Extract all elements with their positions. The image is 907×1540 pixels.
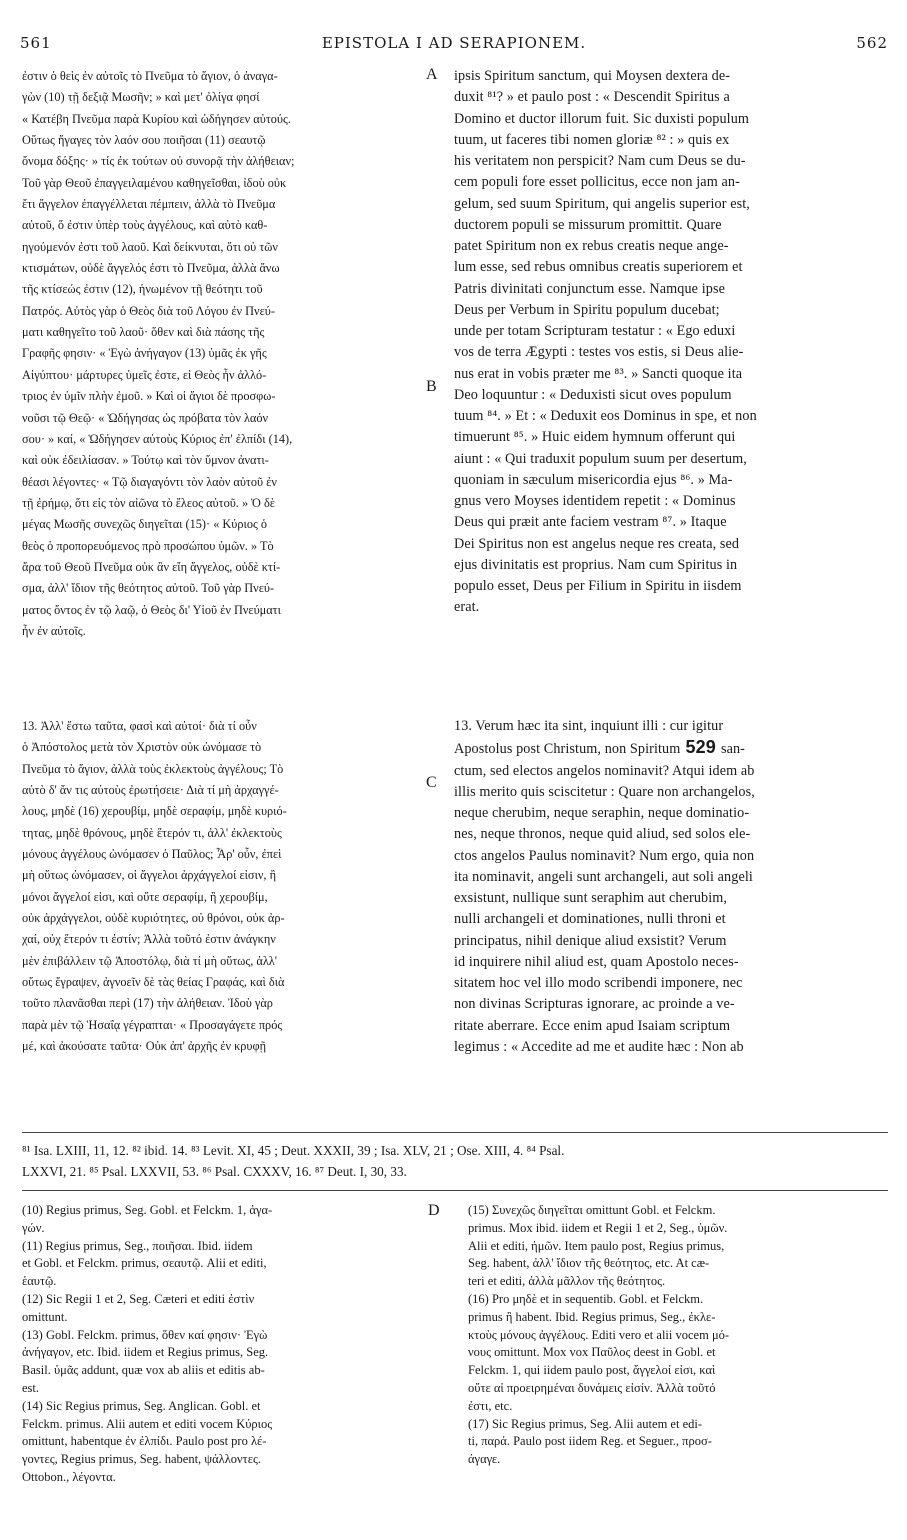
greek-text-line: Αἰγύπτου· μάρτυρες ὑμεῖς ἐστε, εἰ Θεὸς ἦν ἀλλό- <box>22 367 267 382</box>
greek-text-line: Τοῦ γὰρ Θεοῦ ἐπαγγειλαμένου καθηγεῖσθαι, ἰδοὺ οὐκ <box>22 175 287 190</box>
note-line: omittunt, habentque ἐν ἐλπίδι. Paulo post pro λέ- <box>22 1434 267 1449</box>
note-line: (10) Regius primus, Seg. Gobl. et Felckm. 1, ἀγα- <box>22 1203 273 1217</box>
reference-line: LXXVI, 21. ⁸⁵ Psal. LXXVII, 53. ⁸⁶ Psal. CXXXV, 16. ⁸⁷ Deut. I, 30, 33. <box>22 1164 407 1179</box>
greek-text-line: θέασι λέγοντες· « Τῷ διαγαγόντι τὸν λαὸν αὐτοῦ ἐν <box>22 474 277 489</box>
latin-text-line: Domino et ductor illorum fuit. Sic duxisti populum <box>454 110 750 127</box>
greek-text-line: Πατρός. Αὐτὸς γὰρ ὁ Θεὸς διὰ τοῦ Λόγου ἐν Πνεύ- <box>22 303 275 318</box>
greek-text-line: ἄρα τοῦ Θεοῦ Πνεῦμα οὐκ ἂν εἴη ἄγγελος, οὐδὲ κτί- <box>22 559 281 574</box>
critical-notes-left <box>22 1202 432 1487</box>
migne-page-number: 529 <box>680 737 721 758</box>
note-line: omittunt. <box>22 1309 68 1324</box>
note-line: (12) Sic Regii 1 et 2, Seg. Cæteri et editi ἐστὶν <box>22 1291 255 1306</box>
note-line: (11) Regius primus, Seg., ποιῆσαι. Ibid. iidem <box>22 1238 253 1253</box>
margin-letter-b: B <box>426 378 437 395</box>
latin-line-tail: san- <box>720 741 745 758</box>
latin-text-line: gnus vero Moyses identidem repetit : « Dominus <box>454 493 736 509</box>
latin-text-line: tuum, ut faceres tibi nomen gloriæ ⁸² : » quis ex <box>454 131 730 148</box>
greek-text-line: τριος ἐν ὑμῖν πλὴν ἐμοῦ. » Καὶ οἱ ἅγιοι δὲ προσφω- <box>22 389 276 404</box>
greek-text-line: αὐτοῦ, ὅ ἐστιν ὑπὲρ τοὺς ἀγγέλους, καὶ αὐτὸ καθ- <box>22 218 268 233</box>
note-line: νους omittunt. Mox vox Παῦλος deest in Gobl. et <box>468 1345 716 1360</box>
greek-text-line: Πνεῦμα τὸ ἅγιον, ἀλλὰ τοὺς ἐκλεκτοὺς ἀγγέλους; Τὸ <box>22 761 284 776</box>
greek-text-line: μὲν ἐπιβάλλειν τῷ Ἀποστόλῳ, διὰ τί μὴ οὕτως, ἀλλ' <box>22 953 277 968</box>
note-line: ἐστι, etc. <box>468 1398 513 1413</box>
latin-text-line: ritate aberrare. Ecce enim apud Isaiam scriptum <box>454 1017 731 1034</box>
latin-text-line: Deo loquuntur : « Deduxisti sicut oves populum <box>454 386 732 403</box>
greek-text-line: τῆς κτίσεώς ἐστιν (12), ἡνωμένον τῇ θεότητι τοῦ <box>22 282 263 297</box>
critical-notes-right <box>468 1202 888 1469</box>
greek-text-line: νοῦσι τῷ Θεῷ· « Ὡδήγησας ὡς πρόβατα τὸν λαόν <box>22 410 269 425</box>
latin-text-line: Apostolus post Christum, non Spiritum 529 san- <box>454 737 745 758</box>
greek-text-line: ἐστιν ὁ θεὶς ἐν αὐτοῖς τὸ Πνεῦμα τὸ ἅγιον, ὁ ἀναγα- <box>22 69 278 83</box>
latin-text-line: ctos angelos Paulus nominavit? Num ergo, quia non <box>454 847 755 864</box>
note-line: γών. <box>22 1220 45 1235</box>
latin-text-line: Deus qui præit ante faciem vestram ⁸⁷. » Itaque <box>454 514 727 531</box>
note-line: primus ἢ habent. Ibid. Regius primus, Seg., ἐκλε- <box>468 1309 716 1324</box>
latin-text-line: sitatem hoc vel illo modo scribendi imponere, nec <box>454 975 743 991</box>
latin-column-bottom <box>454 716 889 1058</box>
greek-text-line: παρὰ μὲν τῷ Ἡσαΐᾳ γέγραπται· « Προσαγάγετε πρός <box>22 1017 283 1032</box>
latin-text-line: vos de terra Ægypti : testes vos estis, si Deus alie- <box>454 344 744 361</box>
margin-letter-c: C <box>426 774 437 791</box>
greek-text-line: μόνους ἀγγέλους ὠνόμασεν ὁ Παῦλος; Ἆρ' οὖν, ἐπεὶ <box>22 847 282 862</box>
greek-text-line: ηγούμενόν ἐστι τοῦ λαοῦ. Καὶ δείκνυται, ὅτι οὐ τῶν <box>22 239 278 254</box>
note-line: (13) Gobl. Felckm. primus, ὅθεν καί φησιν· Ἐγὼ <box>22 1327 268 1342</box>
latin-text-line: patet Spiritum non ex rebus creatis neque ange- <box>454 238 729 254</box>
greek-text-line: καὶ οὐκ ἐδειλίασαν. » Τούτῳ καὶ τὸν ὕμνον ἀνατι- <box>22 453 269 468</box>
note-line: (16) Pro μηδὲ et in sequentib. Gobl. et Felckm. <box>468 1291 704 1306</box>
latin-text-line: ctum, sed electos angelos nominavit? Atqui idem ab <box>454 762 755 779</box>
latin-text-line: ductorem populi se missurum promittit. Quare <box>454 216 722 233</box>
greek-text-line: σου· » καί, « Ὡδήγησεν αὐτοὺς Κύριος ἐπ' ἐλπίδι (14), <box>22 431 293 446</box>
latin-text-line: his veritatem non perspicit? Nam cum Deus se du- <box>454 153 746 169</box>
note-line: Felckm. primus. Alii autem et editi vocem Κύριος <box>22 1416 273 1431</box>
greek-column-top <box>22 66 442 642</box>
note-line: (14) Sic Regius primus, Seg. Anglican. Gobl. et <box>22 1398 261 1413</box>
greek-text-line: « Κατέβη Πνεῦμα παρὰ Κυρίου καὶ ὡδήγησεν αὐτούς. <box>22 111 291 126</box>
greek-text-line: ὄνομα δόξης· » τίς ἐκ τούτων οὐ συνορᾷ τὴν ἀλήθειαν; <box>22 154 295 169</box>
latin-text-line: ita nominavit, angeli sunt archangeli, aut soli angeli <box>454 868 753 885</box>
note-line: ἑαυτῷ. <box>22 1274 57 1289</box>
latin-text-line: populo esset, Deus per Filium in Spiritu in iisdem <box>454 578 742 594</box>
latin-text-line: neque cherubim, neque seraphin, neque dominatio- <box>454 805 750 821</box>
note-line: ἀνήγαγον, etc. Ibid. iidem et Regius primus, Seg. <box>22 1345 269 1360</box>
greek-text-line: τητας, μηδὲ θρόνους, μηδὲ ἕτερόν τι, ἀλλ' ἐκλεκτοὺς <box>22 825 282 840</box>
note-line: (15) Συνεχῶς διηγεῖται omittunt Gobl. et Felckm. <box>468 1203 716 1217</box>
latin-text-line: nulli archangeli et dominationes, nulli throni et <box>454 911 726 928</box>
greek-text-line: Γραφῆς φησιν· « Ἐγὼ ἀνήγαγον (13) ὑμᾶς ἐκ γῆς <box>22 346 267 361</box>
latin-text-line: id inquirere nihil aliud est, quam Apostolo neces- <box>454 953 739 970</box>
greek-text-line: 13. Ἀλλ' ἔστω ταῦτα, φασὶ καὶ αὐτοί· διὰ τί οὖν <box>22 719 257 733</box>
note-line: primus. Mox ibid. iidem et Regii 1 et 2, Seg., ὑμῶν. <box>468 1220 728 1235</box>
note-line: Seg. habent, ἀλλ' ἴδιον τῆς θεότητος, etc. At cæ- <box>468 1256 710 1271</box>
latin-text-line: tuum ⁸⁴. » Et : « Deduxit eos Dominus in spe, et non <box>454 408 757 424</box>
note-line: Basil. ὑμᾶς addunt, quæ vox ab aliis et editis ab- <box>22 1363 265 1378</box>
note-line: Ottobon., λέγοντα. <box>22 1469 116 1484</box>
greek-text-line: χαί, οὐχ ἕτερόν τι ἐστίν; Ἀλλὰ τοῦτό ἐστιν ἀνάγκην <box>22 932 276 947</box>
note-line: άγαγε. <box>468 1452 501 1467</box>
greek-text-line: λους, μηδὲ (16) χερουβίμ, μηδὲ σεραφίμ, μηδὲ κυριό- <box>22 804 287 819</box>
note-line: γοντες, Regius primus, Seg. habent, ψάλλοντες. <box>22 1452 262 1467</box>
note-line: Felckm. 1, qui iidem paulo post, ἄγγελοί εἰσι, καὶ <box>468 1363 716 1378</box>
greek-text-line: θεὸς ὁ προπορευόμενος πρὸ προσώπου ὑμῶν. » Τὸ <box>22 538 274 553</box>
greek-text-line: οὐκ ἀρχάγγελοι, οὐδὲ κυριότητες, οὐ θρόνοι, οὐκ ἀρ- <box>22 911 285 926</box>
left-page-number: 561 <box>20 34 52 52</box>
latin-text-line: ejus divinitatis est proprius. Nam cum Spiritus in <box>454 556 738 573</box>
latin-text-line: Deus per Verbum in Spiritu populum ducebat; <box>454 301 720 318</box>
greek-text-line: σμα, ἀλλ' ἴδιον τῆς θεότητος αὐτοῦ. Τοῦ γὰρ Πνεύ- <box>22 581 275 596</box>
latin-text-line: timuerunt ⁸⁵. » Huic eidem hymnum offerunt qui <box>454 429 736 446</box>
latin-text-line: quoniam in sæculum misericordia ejus ⁸⁶. » Ma- <box>454 471 733 488</box>
latin-text-line: principatus, nihil denique aliud exsistit? Verum <box>454 932 727 949</box>
greek-text-line: μόνοι ἄγγελοί εἰσι, καὶ οὔτε σεραφίμ, ἢ χερουβίμ, <box>22 889 268 904</box>
note-line: ti, παρά. Paulo post iidem Reg. et Seguer., προσ- <box>468 1434 712 1449</box>
greek-text-line: ἦν ἐν αὐτοῖς. <box>22 623 86 638</box>
greek-text-line: ματι καθηγεῖτο τοῦ λαοῦ· ὅθεν καὶ διὰ πάσης τῆς <box>22 325 265 340</box>
greek-text-line: Οὕτως ἤγαγες τὸν λαόν σου ποιῆσαι (11) σεαυτῷ <box>22 133 266 148</box>
note-line: (17) Sic Regius primus, Seg. Alii autem et edi- <box>468 1416 702 1431</box>
latin-column-top <box>454 66 889 619</box>
latin-text-line: cem populi fore esset pollicitus, ecce non jam an- <box>454 174 740 191</box>
latin-text-line: nes, neque thronos, neque quid aliud, sed solos ele- <box>454 826 751 843</box>
reference-line: ⁸¹ Isa. LXIII, 11, 12. ⁸² ibid. 14. ⁸³ Levit. XI, 45 ; Deut. XXXII, 39 ; Isa. XLV, 21 ; Ose. XIII, 4. ⁸⁴ Psal. <box>22 1143 565 1158</box>
greek-text-line: τοῦτο πλανᾶσθαι περὶ (17) τὴν ἀλήθειαν. Ἰδοὺ γὰρ <box>22 996 273 1011</box>
greek-text-line: μέγας Μωσῆς συνεχῶς διηγεῖται (15)· « Κύριος ὁ <box>22 517 268 532</box>
running-title: EPISTOLA I AD SERAPIONEM. <box>321 34 587 52</box>
greek-text-line: μέ, καὶ ἀκούσατε ταῦτα· Οὐκ ἀπ' ἀρχῆς ἐν κρυφῇ <box>22 1039 267 1054</box>
refs-divider <box>22 1132 888 1133</box>
latin-text-line: lum esse, sed rebus omnibus creatis superiorem et <box>454 259 743 276</box>
note-line: οὔτε αἱ προειρημέναι δυνάμεις εἰσίν. Ἀλλὰ τοῦτό <box>468 1380 716 1395</box>
greek-text-line: ἔτι ἄγγελον ἐπαγγέλλεται πέμπειν, ἀλλὰ τὸ Πνεῦμα <box>22 197 276 212</box>
note-line: et Gobl. et Felckm. primus, σεαυτῷ. Alii et editi, <box>22 1256 267 1271</box>
latin-text-line: gelum, sed suum Spiritum, qui angelis superior est, <box>454 195 750 212</box>
greek-text-line: ματος ὄντος ἐν τῷ λαῷ, ὁ Θεὸς δι' Υἱοῦ ἐν Πνεύματι <box>22 602 281 617</box>
greek-column-bottom <box>22 716 442 1058</box>
latin-text-line: Patris divinitati conjunctum esse. Namque ipse <box>454 280 725 297</box>
margin-letter-a: A <box>426 66 438 83</box>
greek-text-line: μὴ οὕτως ὠνόμασεν, οἱ ἄγγελοι ἀρχάγγελοί εἰσιν, ἢ <box>22 868 277 883</box>
greek-text-line: γὼν (10) τῇ δεξιᾷ Μωσῆν; » καὶ μετ' ὀλίγα φησί <box>22 90 260 105</box>
latin-text-line: ipsis Spiritum sanctum, qui Moysen dextera de- <box>454 68 731 84</box>
greek-text-line: οὕτως ἔγραψεν, ἀγνοεῖν δὲ τὰς θείας Γραφάς, καὶ διὰ <box>22 975 285 990</box>
latin-text-line: illis merito quis sciscitetur : Quare non archangelos, <box>454 783 755 800</box>
greek-text-line: τῇ ἐρήμῳ, ὅτι εἰς τὸν αἰῶνα τὸ ἔλεος αὐτοῦ. » Ὁ δὲ <box>22 495 275 510</box>
latin-text-line: erat. <box>454 599 480 616</box>
running-header <box>20 34 888 56</box>
latin-text-line: unde per totam Scripturam testatur : « Ego eduxi <box>454 323 736 339</box>
latin-text-line: non divinas Scripturas ignorare, ac proinde a ve- <box>454 996 735 1013</box>
greek-text-line: ὁ Ἀπόστολος μετὰ τὸν Χριστὸν οὐκ ὠνόμασε τὸ <box>22 740 262 755</box>
greek-text-line: κτισμάτων, οὐδὲ ἄγγελός ἐστι τὸ Πνεῦμα, ἀλλὰ ἄνω <box>22 261 280 276</box>
scripture-references <box>22 1140 888 1182</box>
right-page-number: 562 <box>856 34 888 52</box>
latin-text-line: 13. Verum hæc ita sint, inquiunt illi : cur igitur <box>454 718 724 734</box>
note-line: teri et editi, ἀλλὰ μᾶλλον τῆς θεότητος. <box>468 1274 666 1289</box>
latin-text-line: aiunt : « Qui traduxit populum suum per desertum, <box>454 450 747 467</box>
latin-text-line: exsistunt, nullique sunt seraphim aut cherubim, <box>454 890 728 906</box>
latin-text-line: Dei Spiritus non est angelus neque res creata, sed <box>454 535 740 552</box>
latin-text-line: legimus : « Accedite ad me et audite hæc : Non ab <box>454 1038 744 1055</box>
note-line: Alii et editi, ἡμῶν. Item paulo post, Regius primus, <box>468 1238 725 1253</box>
notes-divider <box>22 1190 888 1191</box>
greek-text-line: αὐτὸ δ' ἄν τις αὐτοὺς ἐρωτήσειε· Διὰ τί μὴ ἀρχαγγέ- <box>22 783 279 798</box>
note-line: est. <box>22 1380 40 1395</box>
latin-text-line: duxit ⁸¹? » et paulo post : « Descendit Spiritus a <box>454 89 730 106</box>
note-line: κτοὺς μόνους ἀγγέλους. Editi vero et alii vocem μό- <box>468 1327 730 1342</box>
latin-text-line: nus erat in vobis præter me ⁸³. » Sancti quoque ita <box>454 365 743 382</box>
margin-letter-d: D <box>428 1202 440 1219</box>
